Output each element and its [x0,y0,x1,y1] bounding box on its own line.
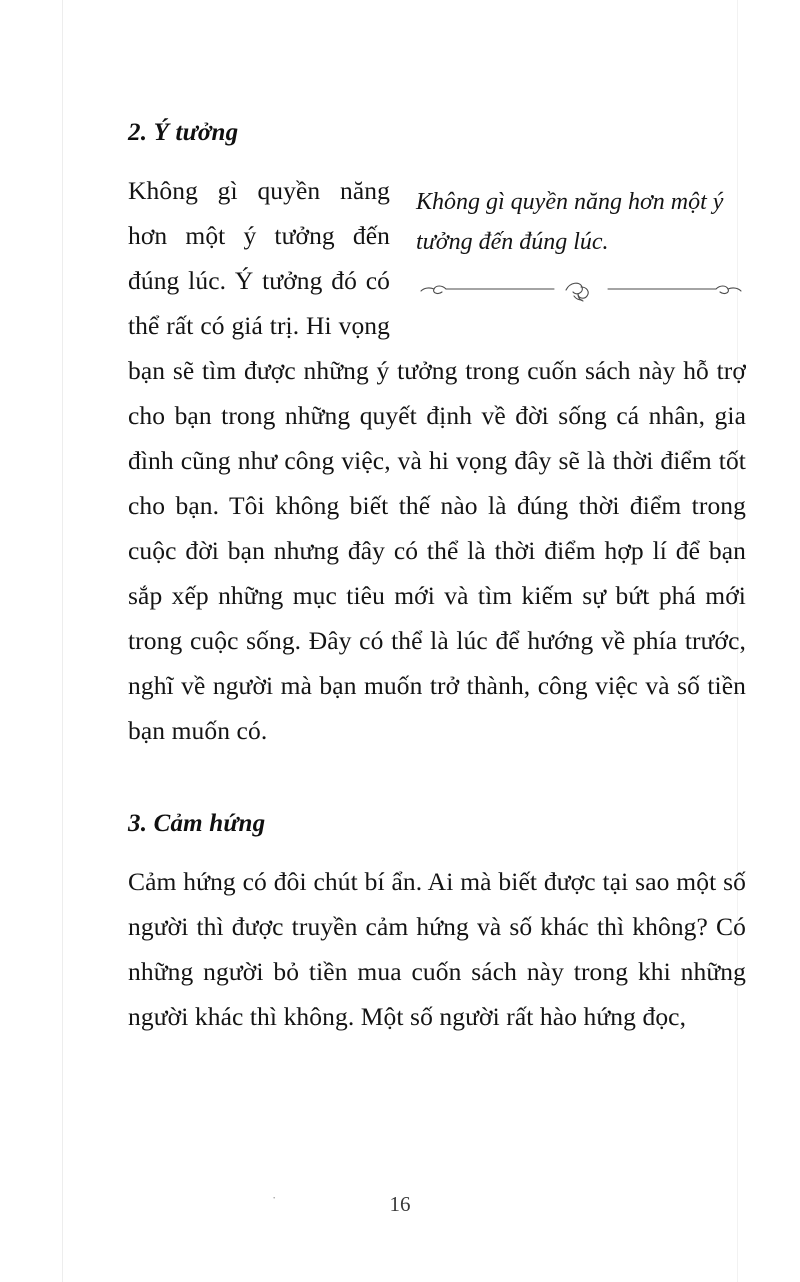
pullquote-text: Không gì quyền năng hơn một ý tưởng đến đúng lúc. [416,189,724,255]
page-content [128,118,746,1039]
section-3-paragraph: Cảm hứng có đôi chút bí ẩn. Ai mà biết được tại sao một số người thì được truyền cảm hứng và số khác thì không? Có những người bỏ tiền mua cuốn sách này trong khi những người khác thì không. Một số người rất hào hứng đọc, [128,867,746,1031]
section-2-body [128,168,746,753]
page-mark-icon: · [272,1190,277,1205]
page-number: 16 [389,1192,411,1216]
section-2-paragraph: Không gì quyền năng hơn một ý tưởng đến đúng lúc. Ý tưởng đó có thể rất có giá trị. Hi vọng bạn sẽ tìm được những ý tưởng trong cuốn sách này hỗ trợ cho bạn trong những quyết định về đời sống cá nhân, gia đình cũng như công việc, và hi vọng đây sẽ là thời điểm tốt cho bạn. Tôi không biết thế nào là đúng thời điểm trong cuộc đời bạn nhưng đây có thể là thời điểm hợp lí để bạn sắp xếp những mục tiêu mới và tìm kiếm sự bứt phá mới trong cuộc sống. Đây có thể là lúc để hướng về phía trước, nghĩ về người mà bạn muốn trở thành, công việc và số tiền bạn muốn có. [128,176,746,745]
pullquote-block [416,176,746,302]
section-gap [128,753,746,809]
page-edge-left [62,0,63,1282]
ornamental-divider-icon [416,276,746,302]
section-heading-2: 2. Ý tưởng [128,119,239,146]
section-heading-3: 3. Cảm hứng [128,810,266,837]
